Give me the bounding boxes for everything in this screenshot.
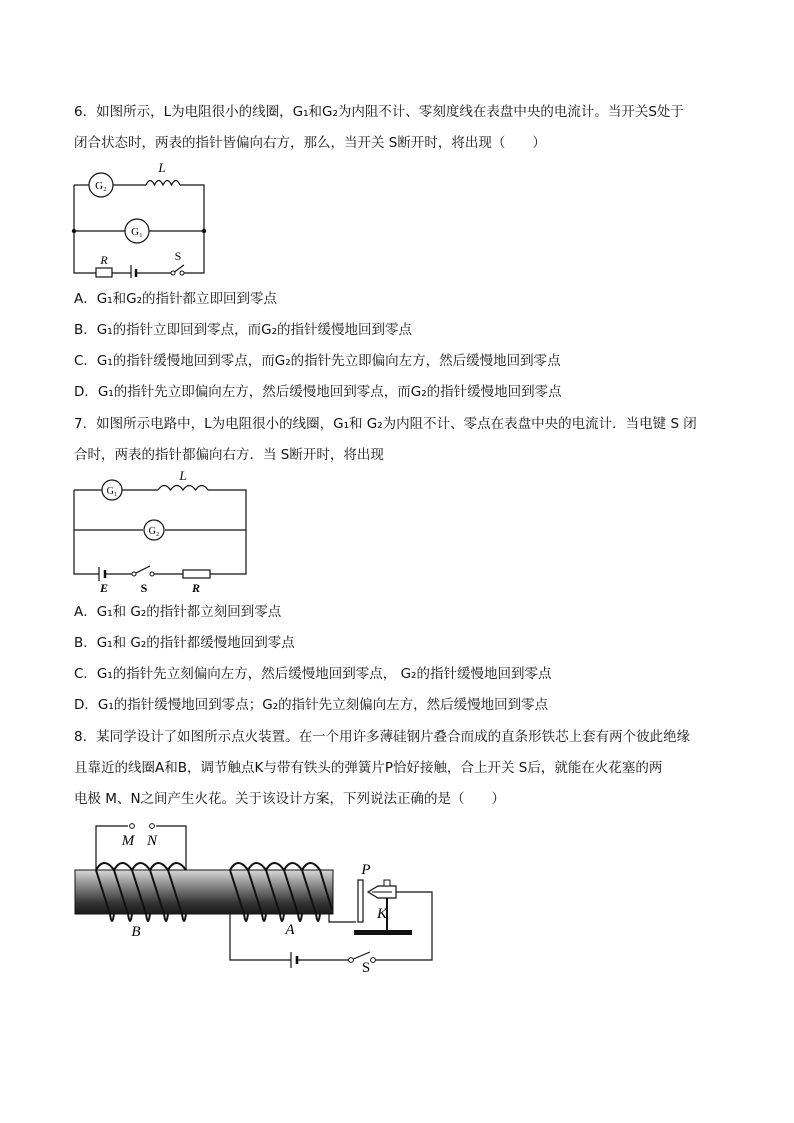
q7-switch-label: S bbox=[140, 581, 148, 595]
q8-ignition-diagram bbox=[70, 818, 440, 976]
q6-circuit-diagram bbox=[70, 158, 210, 278]
q7-option-c: C．G₁的指针先立刻偏向左方，然后缓慢地回到零点， G₂的指针缓慢地回到零点 bbox=[74, 666, 552, 682]
q8-stem-line-2: 且靠近的线圈A和B，调节触点K与带有铁头的弹簧片P恰好接触，合上开关 S后，就能在火花塞的两 bbox=[74, 760, 663, 776]
q6-coil-label: L bbox=[158, 160, 166, 175]
q8-stem-line-3: 电极 M、N之间产生火花。关于该设计方案，下列说法正确的是（ ） bbox=[74, 791, 506, 807]
q6-switch-label: S bbox=[174, 249, 182, 263]
q8-m-label: M bbox=[121, 833, 135, 849]
q7-option-b: B．G₁和 G₂的指针都缓慢地回到零点 bbox=[74, 635, 295, 651]
q7-g-top-label: G₁ bbox=[106, 486, 118, 497]
q8-n-label: N bbox=[146, 833, 158, 849]
q6-option-b: B．G₁的指针立即回到零点，而G₂的指针缓慢地回到零点 bbox=[74, 322, 413, 338]
q8-a-label: A bbox=[285, 922, 295, 938]
q8-stem-line-1: 8．某同学设计了如图所示点火装置。在一个用许多薄硅钢片叠合而成的直条形铁芯上套有两个彼此绝缘 bbox=[74, 729, 691, 745]
q6-stem-line-1: 6．如图所示，L为电阻很小的线圈，G₁和G₂为内阻不计、零刻度线在表盘中央的电流计。当开关S处于 bbox=[74, 104, 684, 120]
q6-stem-line-2: 闭合状态时，两表的指针皆偏向右方，那么，当开关 S断开时，将出现（ ） bbox=[74, 135, 546, 151]
q8-k-label: K bbox=[376, 906, 388, 922]
q7-circuit-diagram bbox=[70, 468, 254, 596]
q7-stem-line-2: 合时，两表的指针都偏向右方．当 S断开时，将出现 bbox=[74, 447, 384, 463]
q6-option-c: C．G₁的指针缓慢地回到零点，而G₂的指针先立即偏向左方，然后缓慢地回到零点 bbox=[74, 353, 561, 369]
q7-stem-line-1: 7．如图所示电路中，L为电阻很小的线圈，G₁和 G₂为内阻不计、零点在表盘中央的电流计．当电键 S 闭 bbox=[74, 416, 697, 432]
q8-switch-label: S bbox=[361, 960, 371, 976]
q7-battery-label: E bbox=[99, 581, 109, 595]
q6-resistor-label: R bbox=[100, 253, 108, 267]
q6-g-top-label: G₂ bbox=[95, 180, 107, 192]
q6-option-a: A．G₁和G₂的指针都立即回到零点 bbox=[74, 291, 277, 307]
q7-g-mid-label: G₂ bbox=[148, 526, 160, 537]
q7-option-d: D．G₁的指针缓慢地回到零点；G₂的指针先立刻偏向左方，然后缓慢地回到零点 bbox=[74, 697, 549, 713]
q8-p-label: P bbox=[361, 862, 371, 878]
q7-coil-label: L bbox=[179, 468, 187, 483]
q8-b-label: B bbox=[131, 924, 141, 940]
q7-resistor-label: R bbox=[191, 581, 201, 595]
q6-option-d: D．G₁的指针先立即偏向左方，然后缓慢地回到零点，而G₂的指针缓慢地回到零点 bbox=[74, 384, 562, 400]
q6-g-mid-label: G₁ bbox=[131, 226, 143, 238]
q7-option-a: A．G₁和 G₂的指针都立刻回到零点 bbox=[74, 604, 282, 620]
